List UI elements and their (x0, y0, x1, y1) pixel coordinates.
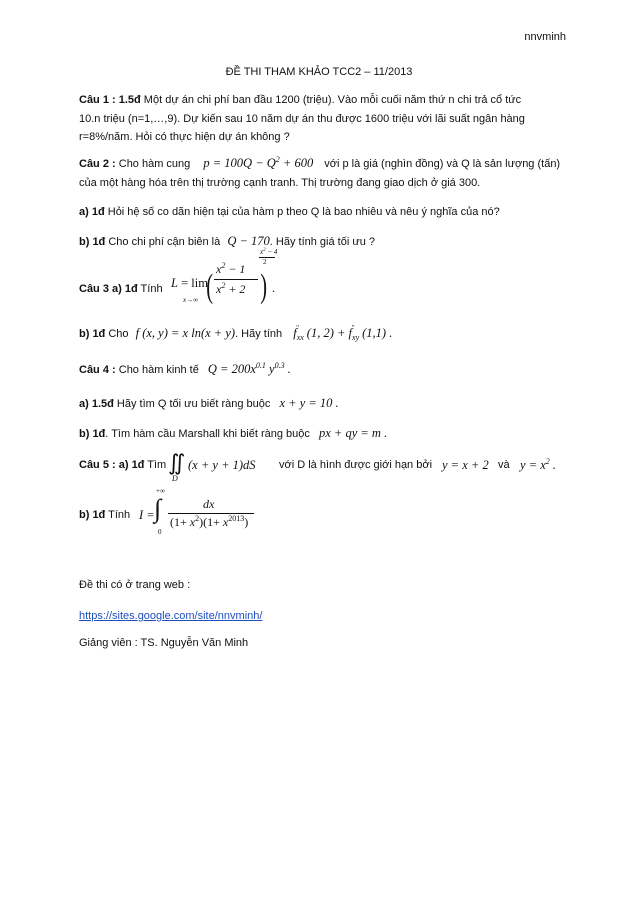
q4b-text: . Tìm hàm cầu Marshall khi biết ràng buộc (105, 428, 310, 440)
q5a-mid: với D là hình được giới hạn bởi (279, 459, 433, 471)
q2b-marginal-cost-formula: Q − 170 (227, 234, 270, 248)
q2a (79, 206, 500, 218)
q1-text-line1: Một dự án chi phí ban đầu 1200 (triệu). Vào mỗi cuối năm thứ n chi trả cổ tức (140, 94, 522, 106)
q5a-domain-subscript: D (172, 474, 178, 483)
q3a-right-paren: ) (260, 268, 268, 305)
q5b (79, 509, 130, 521)
q5a-label: Câu 5 : a) 1đ (79, 459, 145, 471)
q3a-label: Câu 3 a) 1đ (79, 283, 138, 295)
q3a-period: . (272, 281, 276, 295)
q3a-denominator: $x^2 + 2$ (216, 281, 246, 296)
q1-label: Câu 1 : 1.5đ (79, 94, 141, 106)
q5a-double-integral-sign: ∬ (168, 450, 186, 475)
q3a-exponent-bar (259, 257, 275, 258)
q1-text-line2: 10.n triệu (n=1,…,9). Dự kiến sau 10 năm dự án thu được 1600 triệu với lãi suất ngân hàng (79, 113, 525, 125)
q2-intro: Cho hàm cung (115, 158, 191, 170)
q5a-integrand: (x + y + 1)dS (188, 458, 256, 472)
page-title: ĐỀ THI THAM KHẢO TCC2 – 11/2013 (225, 66, 413, 78)
q2-after: với p là giá (nghìn đồng) và Q là sản lượng (tấn) (324, 158, 561, 170)
q1-line1 (79, 94, 521, 106)
q3b-text: Cho (105, 328, 129, 340)
q3b-expression: $f_{xx}''$ (1, $2) + f_{xy}''$ (1,1) . (293, 324, 393, 342)
q4a (79, 396, 339, 411)
q3a-limit-formula: L = lim (171, 276, 208, 290)
q5a-and: và (498, 459, 510, 471)
q2b (79, 234, 375, 249)
q5a-text: Tìm (144, 459, 167, 471)
q4-production-function: $Q = 200x^{0.1}$ $y^{0.3}$ . (207, 361, 291, 376)
q4a-text: Hãy tìm Q tối ưu biết ràng buộc (113, 398, 271, 410)
q4b-label: b) 1đ (79, 428, 106, 440)
q5b-text: Tính (105, 509, 131, 521)
q2-line2: của một hàng hóa trên thị trường cạnh tranh. Thị trường đang giao dịch ở giá 300. (79, 177, 481, 189)
q1-text-line3: r=8%/năm. Hỏi có thực hiện dự án không ? (79, 131, 290, 143)
q5a (79, 459, 166, 471)
q3a-exponent-denominator: 2 (263, 258, 267, 266)
footer-web-note: Đề thi có ở trang web : (79, 579, 191, 591)
q3b (79, 326, 392, 341)
q3a-numerator: $x^2 - 1$ (216, 261, 246, 276)
header-author: nnvminh (524, 31, 566, 43)
q2a-text: Hỏi hệ số co dãn hiện tại của hàm p theo Q là bao nhiêu và nêu ý nghĩa của nó? (104, 206, 500, 218)
q3b-label: b) 1đ (79, 328, 106, 340)
q5a-parabola: $y = x^2$ . (520, 457, 557, 472)
q3a-limit-subscript: x→∞ (183, 296, 199, 304)
q5b-integral-sign: ∫ (154, 494, 162, 523)
q5b-numerator: dx (203, 497, 215, 511)
q2b-text-post: . Hãy tính giá tối ưu ? (269, 236, 375, 248)
footer-teacher: Giảng viên : TS. Nguyễn Văn Minh (79, 637, 249, 649)
q5b-label: b) 1đ (79, 509, 106, 521)
q2-label: Câu 2 : (79, 158, 116, 170)
q4-intro (79, 362, 291, 377)
q4a-label: a) 1.5đ (79, 398, 114, 410)
q4-label: Câu 4 : (79, 364, 116, 376)
q3b-mid: . Hãy tính (235, 328, 283, 340)
q3b-function: f (x, y) = x ln(x + y) (135, 326, 236, 340)
q3a-text: Tính (137, 283, 163, 295)
q3a-fraction-bar (214, 279, 258, 280)
q4-text: Cho hàm kinh tế (115, 364, 199, 376)
q3a (79, 283, 163, 295)
q4b-budget-constraint: px + qy = m . (318, 426, 388, 440)
q4a-constraint: x + y = 10 . (279, 396, 339, 410)
q4b (79, 426, 387, 441)
footer-website-link[interactable]: https://sites.google.com/site/nnvminh/ (79, 610, 263, 622)
q2b-label: b) 1đ (79, 236, 106, 248)
q5b-denominator: $(1+ x^2)(1+ x^{2013})$ (170, 514, 249, 529)
q5b-integral-lhs: I = (139, 508, 155, 522)
q5b-lower-limit: 0 (158, 528, 162, 536)
q2a-label: a) 1đ (79, 206, 105, 218)
q2-line1 (79, 156, 560, 171)
q3a-left-paren: ( (206, 268, 214, 305)
q2-supply-formula: $p = 100Q - Q^2 + 600$ (203, 155, 314, 170)
q5a-line: y = x + 2 (442, 458, 489, 472)
q5b-upper-limit: +∞ (156, 487, 165, 495)
q3a-exponent-numerator: $x^2 - 4$ (260, 248, 278, 256)
q2b-text-pre: Cho chi phí cận biên là (105, 236, 221, 248)
